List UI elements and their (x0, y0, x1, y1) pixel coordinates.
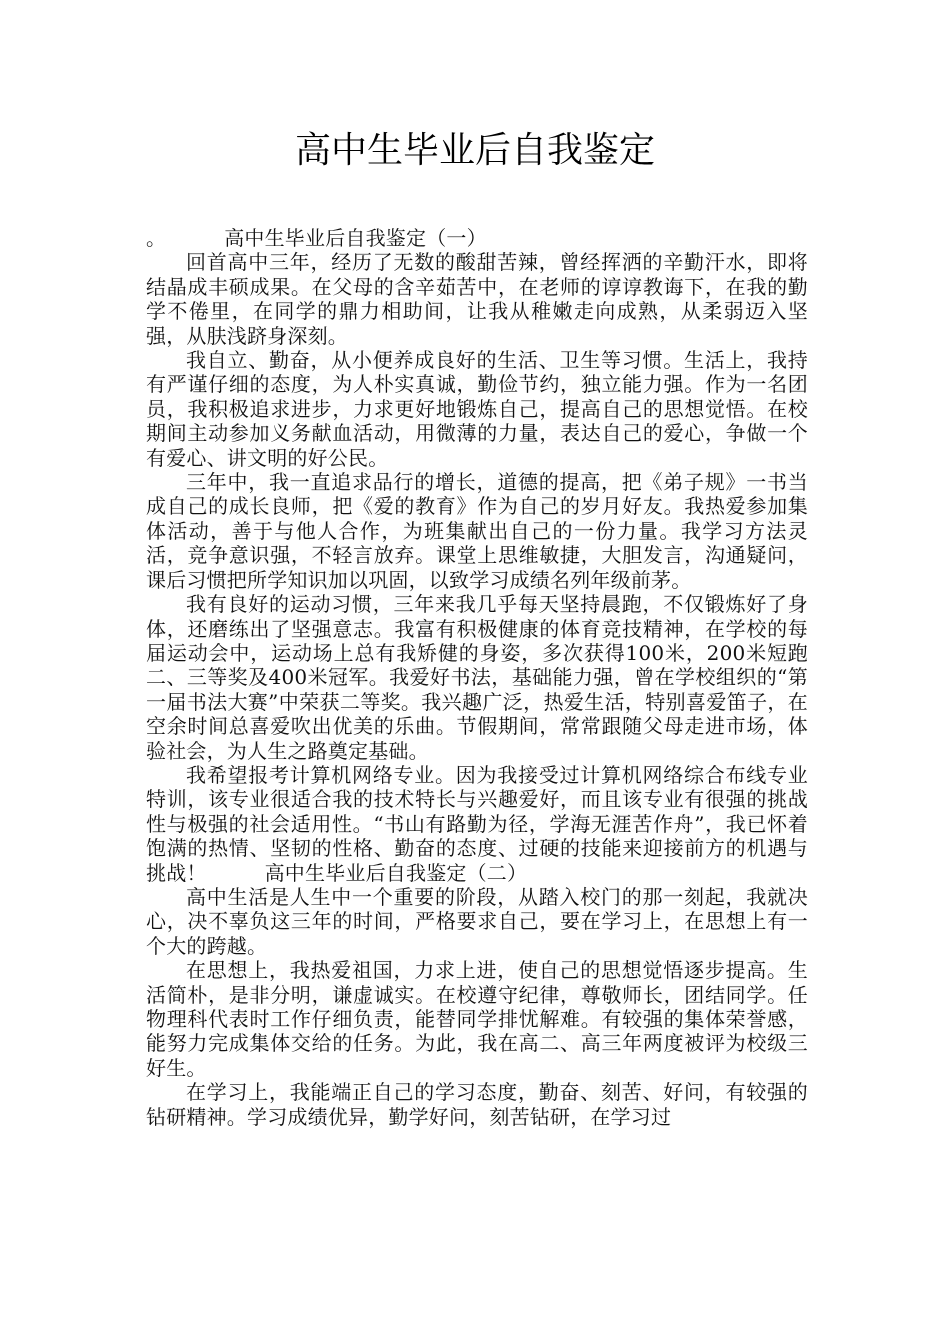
document-title: 高中生毕业后自我鉴定 (294, 130, 655, 171)
document-body (146, 226, 808, 1129)
paragraph: 在学习上，我能端正自己的学习态度，勤奋、刻苦、好问，有较强的钻研精神。学习成绩优异，勤学好问，刻苦钻研，在学习过 (146, 1080, 808, 1129)
paragraph: 我自立、勤奋，从小便养成良好的生活、卫生等习惯。生活上，我持有严谨仔细的态度，为人朴实真诚，勤俭节约，独立能力强。作为一名团员，我积极追求进步，力求更好地锻炼自己，提高自己的思想觉悟。在校期间主动参加义务献血活动，用微薄的力量，表达自己的爱心，争做一个有爱心、讲文明的好公民。 (146, 348, 808, 470)
paragraph: 三年中，我一直追求品行的增长，道德的提高，把《弟子规》一书当成自己的成长良师，把《爱的教育》作为自己的岁月好友。我热爱参加集体活动，善于与他人合作，为班集献出自己的一份力量。我学习方法灵活，竞争意识强，不轻言放弃。课堂上思维敏捷，大胆发言，沟通疑问，课后习惯把所学知识加以巩固，以致学习成绩名列年级前茅。 (146, 470, 808, 592)
paragraph-with-section-two-heading (146, 763, 808, 885)
paragraph-text: 我希望报考计算机网络专业。因为我接受过计算机网络综合布线专业特训，该专业很适合我的技术特长与兴趣爱好，而且该专业有很强的挑战性与极强的社会适用性。“书山有路勤为径，学海无涯苦作舟”，我已怀着饱满的热情、坚韧的性格、勤奋的态度、过硬的技能来迎接前方的机遇与挑战！ (146, 762, 808, 885)
paragraph: 高中生活是人生中一个重要的阶段，从踏入校门的那一刻起，我就决心，决不辜负这三年的时间，严格要求自己，要在学习上，在思想上有一个大的跨越。 (146, 884, 808, 958)
lead-mark: 。 (146, 226, 167, 250)
section-one-heading: 高中生毕业后自我鉴定（一） (224, 226, 487, 250)
paragraph: 我有良好的运动习惯，三年来我几乎每天坚持晨跑，不仅锻炼好了身体，还磨练出了坚强意志。我富有积极健康的体育竞技精神，在学校的每届运动会中，运动场上总有我矫健的身姿，多次获得100米，200米短跑二、三等奖及400米冠军。我爱好书法，基础能力强，曾在学校组织的“第一届书法大赛”中荣获二等奖。我兴趣广泛，热爱生活，特别喜爱笛子，在空余时间总喜爱吹出优美的乐曲。节假期间，常常跟随父母走进市场，体验社会，为人生之路奠定基础。 (146, 592, 808, 763)
section-two-heading: 高中生毕业后自我鉴定（二） (264, 860, 528, 885)
paragraph: 回首高中三年，经历了无数的酸甜苦辣，曾经挥洒的辛勤汗水，即将结晶成丰硕成果。在父母的含辛茹苦中，在老师的谆谆教诲下，在我的勤学不倦里，在同学的鼎力相助间，让我从稚嫩走向成熟，从柔弱迈入坚强，从肤浅跻身深刻。 (146, 250, 808, 348)
section-one-heading-line (146, 226, 808, 250)
paragraph: 在思想上，我热爱祖国，力求上进，使自己的思想觉悟逐步提高。生活简朴，是非分明，谦虚诚实。在校遵守纪律，尊敬师长，团结同学。任物理科代表时工作仔细负责，能替同学排忧解难。有较强的集体荣誉感，能努力完成集体交给的任务。为此，我在高二、高三年两度被评为校级三好生。 (146, 958, 808, 1080)
